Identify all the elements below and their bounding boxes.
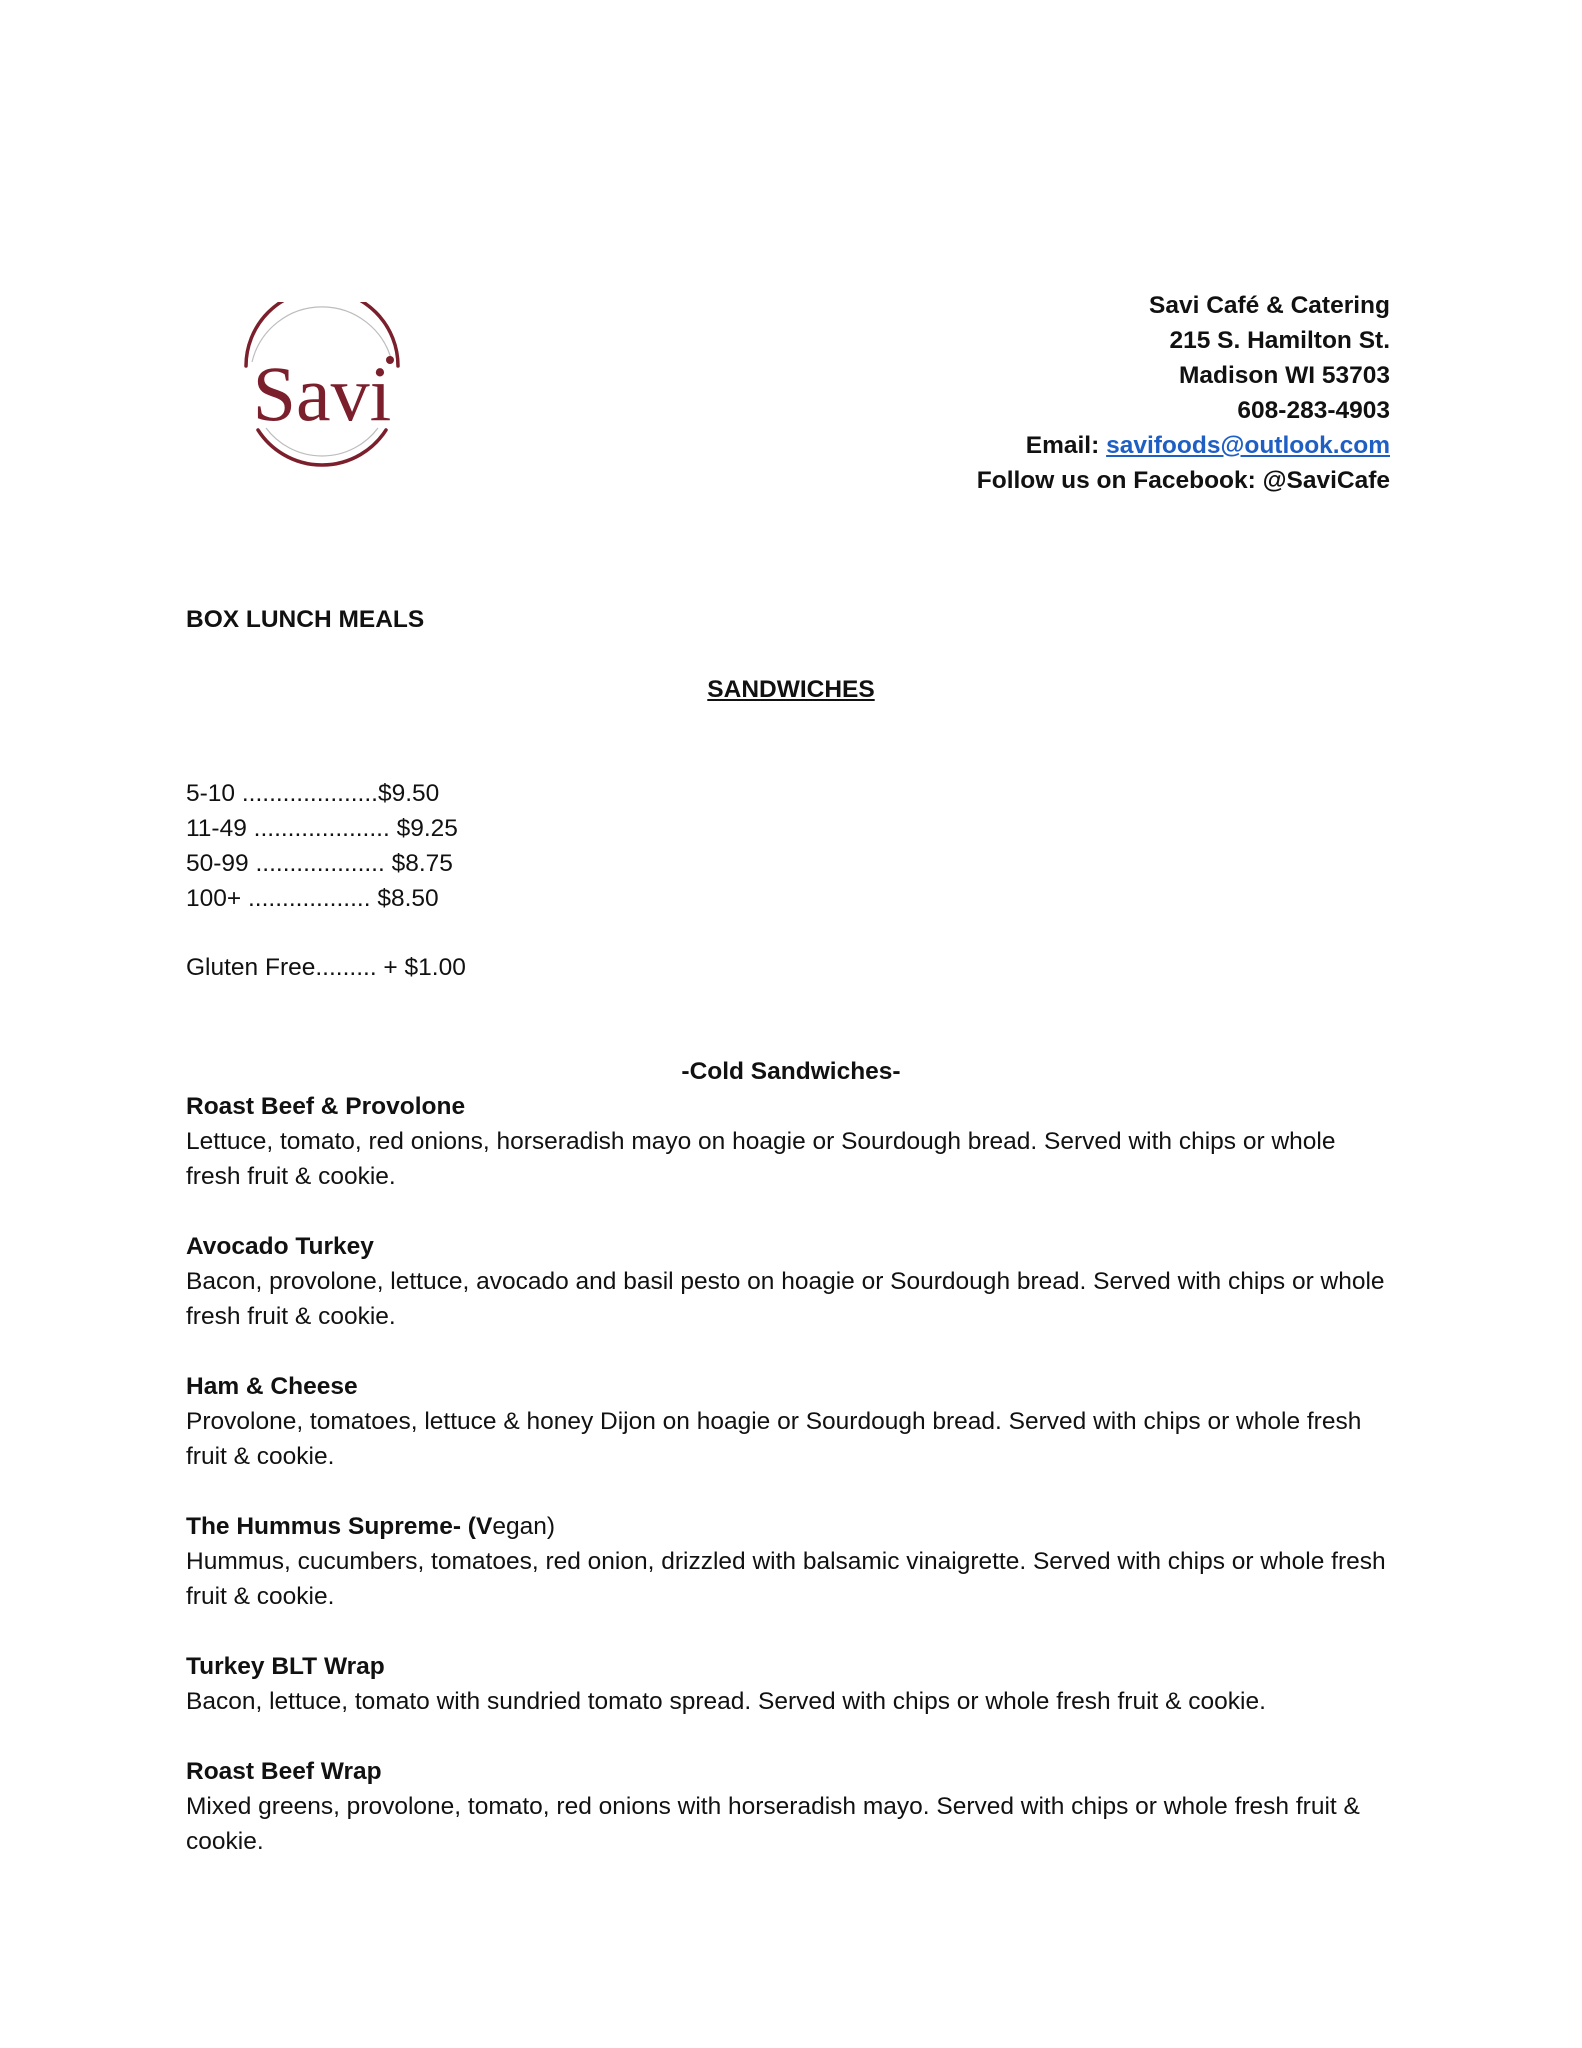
item-name-text: Roast Beef & Provolone xyxy=(186,1093,466,1120)
list-item xyxy=(186,1509,1396,1614)
list-item xyxy=(186,1089,1396,1194)
email-label: Email: xyxy=(1025,432,1107,459)
sandwiches-heading: SANDWICHES xyxy=(707,676,875,703)
business-name: Savi Café & Catering xyxy=(1149,292,1390,319)
list-item xyxy=(186,1754,1396,1859)
price-tier: 5-10 ....................$9.50 xyxy=(186,780,440,807)
cold-sandwiches-heading: -Cold Sandwiches- xyxy=(681,1058,901,1085)
savi-logo xyxy=(232,302,412,470)
contact-block xyxy=(830,288,1390,498)
item-name-text: Avocado Turkey xyxy=(186,1233,374,1260)
item-description: Bacon, provolone, lettuce, avocado and basil pesto on hoagie or Sourdough bread. Served with chips or whole fresh fruit & cookie. xyxy=(186,1268,1385,1330)
city-state-zip: Madison WI 53703 xyxy=(1178,362,1390,389)
item-name-text: Turkey BLT Wrap xyxy=(186,1653,385,1680)
phone-number: 608-283-4903 xyxy=(1237,397,1390,424)
email-line xyxy=(830,428,1390,463)
street-address: 215 S. Hamilton St. xyxy=(1169,327,1390,354)
sandwich-list xyxy=(186,1089,1396,1894)
item-description: Hummus, cucumbers, tomatoes, red onion, drizzled with balsamic vinaigrette. Served with chips or whole fresh fruit & cookie. xyxy=(186,1548,1386,1610)
item-name-text: The Hummus Supreme- (V xyxy=(186,1513,493,1540)
item-name xyxy=(186,1229,1396,1264)
box-lunch-title: BOX LUNCH MEALS xyxy=(186,606,425,633)
list-item xyxy=(186,1369,1396,1474)
logo-wordmark: Savi xyxy=(252,350,392,437)
price-tier: 50-99 ................... $8.75 xyxy=(186,850,453,877)
email-link[interactable]: savifoods@outlook.com xyxy=(1106,432,1390,459)
pricing-list xyxy=(186,776,458,916)
item-description: Provolone, tomatoes, lettuce & honey Dijon on hoagie or Sourdough bread. Served with chips or whole fresh fruit & cookie. xyxy=(186,1408,1362,1470)
price-tier: 100+ .................. $8.50 xyxy=(186,885,439,912)
item-name xyxy=(186,1754,1396,1789)
item-name-text: Ham & Cheese xyxy=(186,1373,358,1400)
item-description: Lettuce, tomato, red onions, horseradish mayo on hoagie or Sourdough bread. Served with chips or whole fresh fruit & cookie. xyxy=(186,1128,1336,1190)
item-description: Bacon, lettuce, tomato with sundried tomato spread. Served with chips or whole fresh fruit & cookie. xyxy=(186,1688,1266,1715)
savi-logo-graphic xyxy=(232,302,412,470)
gluten-free-price: Gluten Free......... + $1.00 xyxy=(186,954,466,981)
price-tier: 11-49 .................... $9.25 xyxy=(186,815,458,842)
item-description: Mixed greens, provolone, tomato, red onions with horseradish mayo. Served with chips or whole fresh fruit & cookie. xyxy=(186,1793,1360,1855)
item-name xyxy=(186,1089,1396,1124)
item-name-suffix: egan) xyxy=(492,1513,555,1540)
item-name xyxy=(186,1649,1396,1684)
list-item xyxy=(186,1649,1396,1719)
list-item xyxy=(186,1229,1396,1334)
item-name xyxy=(186,1509,1396,1544)
item-name-text: Roast Beef Wrap xyxy=(186,1758,382,1785)
item-name xyxy=(186,1369,1396,1404)
facebook-line: Follow us on Facebook: @SaviCafe xyxy=(976,467,1390,494)
